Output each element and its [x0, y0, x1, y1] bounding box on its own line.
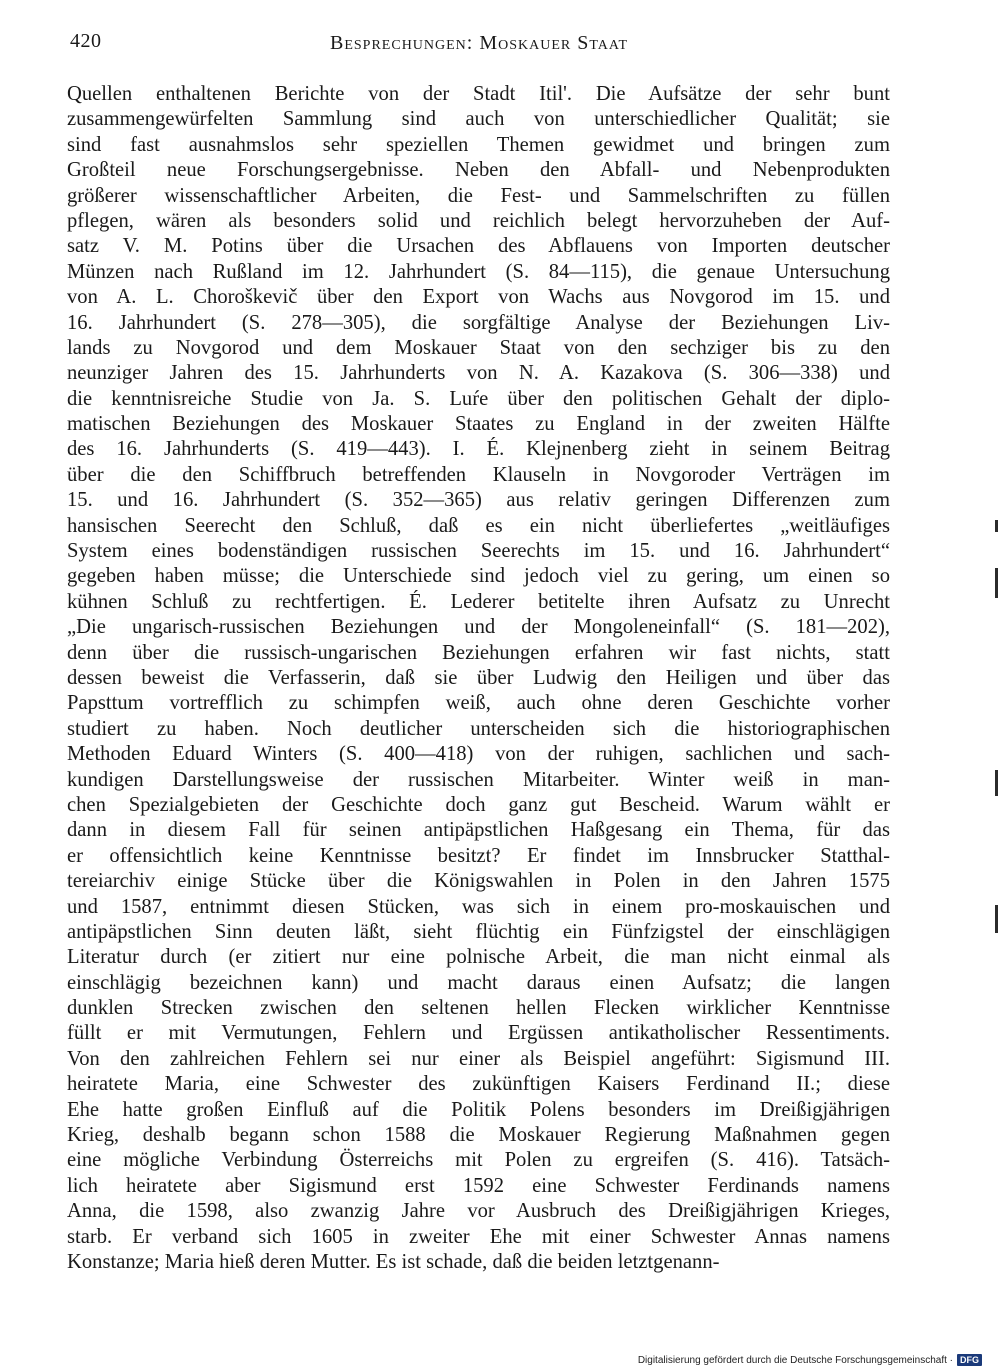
- text-line: füllt er mit Vermutungen, Fehlern und Ergüssen antikatholischer Ressentiments.: [67, 1022, 890, 1045]
- text-line: antipäpstlichen Sinn deuten läßt, sieht flüchtig ein Fünfzigstel der einschlägigen: [67, 920, 890, 943]
- text-line: Von den zahlreichen Fehlern sei nur einer als Beispiel angeführt: Sigismund III.: [67, 1047, 890, 1070]
- text-line: chen Spezialgebieten der Geschichte doch ganz gut Bescheid. Warum wählt er: [67, 793, 890, 816]
- text-line: studiert zu haben. Noch deutlicher unterscheiden sich die historiographischen: [67, 717, 890, 740]
- text-line: von A. L. Choroškevič über den Export von Wachs aus Novgorod im 15. und: [67, 286, 890, 309]
- dfg-logo: DFG: [957, 1354, 982, 1366]
- text-line: hansischen Seerecht den Schluß, daß es ein nicht überliefertes „weitläufiges: [67, 514, 890, 537]
- text-line: gegeben haben müsse; die Unterschiede sind jedoch viel zu gering, um einen so: [67, 565, 890, 588]
- text-line: Konstanze; Maria hieß deren Mutter. Es ist schade, daß die beiden letztgenann-: [67, 1250, 720, 1273]
- digitization-footer: [638, 1354, 982, 1366]
- text-line: kundigen Darstellungsweise der russischen Mitarbeiter. Winter weiß in man-: [67, 768, 890, 791]
- text-line: „Die ungarisch-russischen Beziehungen und der Mongoleneinfall“ (S. 181—202),: [67, 616, 890, 639]
- text-line: die kenntnisreiche Studie von Ja. S. Luŕe über den politischen Gehalt der diplo-: [67, 387, 890, 410]
- scan-edge-mark: [995, 905, 998, 933]
- text-line: 15. und 16. Jahrhundert (S. 352—365) aus relativ geringen Differenzen zum: [67, 489, 890, 512]
- text-line: tereiarchiv einige Stücke über die Königswahlen in Polen in den Jahren 1575: [67, 870, 890, 893]
- text-line: Methoden Eduard Winters (S. 400—418) von der ruhigen, sachlichen und sach-: [67, 743, 890, 766]
- scan-edge-mark: [995, 520, 998, 532]
- text-line: dessen beweist die Verfasserin, daß sie über Ludwig den Heiligen und über das: [67, 666, 890, 689]
- text-line: Großteil neue Forschungsergebnisse. Neben den Abfall- und Nebenprodukten: [67, 159, 890, 182]
- text-line: er offensichtlich keine Kenntnisse besitzt? Er findet im Innsbrucker Statthal-: [67, 844, 890, 867]
- text-line: des 16. Jahrhunderts (S. 419—443). I. É. Klejnenberg zieht in seinem Beitrag: [67, 438, 890, 461]
- body-text: [67, 82, 890, 1275]
- text-line: Anna, die 1598, also zwanzig Jahre vor Ausbruch des Dreißigjährigen Krieges,: [67, 1200, 890, 1223]
- text-line: und 1587, entnimmt diesen Stücken, was sich in einem pro-moskauischen und: [67, 895, 890, 918]
- text-line: Ehe hatte großen Einfluß auf die Politik Polens besonders im Dreißigjährigen: [67, 1098, 890, 1121]
- text-line: größerer wissenschaftlicher Arbeiten, die Fest- und Sammelschriften zu füllen: [67, 184, 890, 207]
- text-line: über die den Schiffbruch betreffenden Klauseln in Novgoroder Verträgen im: [67, 463, 890, 486]
- text-line: matischen Beziehungen des Moskauer Staates zu England in der zweiten Hälfte: [67, 413, 890, 436]
- text-line: starb. Er verband sich 1605 in zweiter Ehe mit einer Schwester Annas namens: [67, 1225, 890, 1248]
- text-line: sind fast ausnahmslos sehr speziellen Themen gewidmet und bringen zum: [67, 133, 890, 156]
- text-line: Münzen nach Rußland im 12. Jahrhundert (S. 84—115), die genaue Untersuchung: [67, 260, 890, 283]
- text-line: satz V. M. Potins über die Ursachen des Abflauens von Importen deutscher: [67, 235, 890, 258]
- text-line: heiratete Maria, eine Schwester des zukünftigen Kaisers Ferdinand II.; diese: [67, 1073, 890, 1096]
- text-line: kühnen Schluß zu rechtfertigen. É. Lederer betitelte ihren Aufsatz zu Unrecht: [67, 590, 890, 613]
- text-line: System eines bodenständigen russischen Seerechts im 15. und 16. Jahrhundert“: [67, 540, 890, 563]
- text-line: neunziger Jahren des 15. Jahrhunderts von N. A. Kazakova (S. 306—338) und: [67, 362, 890, 385]
- text-line: 16. Jahrhundert (S. 278—305), die sorgfältige Analyse der Beziehungen Liv-: [67, 311, 890, 334]
- text-line: eine mögliche Verbindung Österreichs mit Polen zu ergreifen (S. 416). Tatsäch-: [67, 1149, 890, 1172]
- text-line: dann in diesem Fall für seinen antipäpstlichen Haßgesang ein Thema, für das: [67, 819, 890, 842]
- text-line: dunklen Strecken zwischen den seltenen hellen Flecken wirklicher Kenntnisse: [67, 997, 890, 1020]
- text-line: pflegen, wären als besonders solid und reichlich belegt hervorzuheben der Auf-: [67, 209, 890, 232]
- text-line: zusammengewürfelten Sammlung sind auch von unterschiedlicher Qualität; sie: [67, 108, 890, 131]
- scan-edge-mark: [995, 770, 998, 796]
- page-number: 420: [70, 30, 102, 52]
- running-head: Besprechungen: Moskauer Staat: [330, 32, 629, 54]
- text-line: lands zu Novgorod und dem Moskauer Staat von den sechziger bis zu den: [67, 336, 890, 359]
- text-line: Quellen enthaltenen Berichte von der Stadt Itil'. Die Aufsätze der sehr bunt: [67, 83, 890, 105]
- text-line: Krieg, deshalb begann schon 1588 die Moskauer Regierung Maßnahmen gegen: [67, 1124, 890, 1147]
- text-line: Literatur durch (er zitiert nur eine polnische Arbeit, die man nicht einmal als: [67, 946, 890, 969]
- text-line: einschlägig bezeichnen kann) und macht daraus einen Aufsatz; die langen: [67, 971, 890, 994]
- text-line: lich heiratete aber Sigismund erst 1592 eine Schwester Ferdinands namens: [67, 1174, 890, 1197]
- digitization-credit: Digitalisierung gefördert durch die Deutsche Forschungsgemeinschaft ·: [637, 1354, 953, 1366]
- scan-edge-mark: [995, 568, 998, 598]
- text-line: Papsttum vortrefflich zu schimpfen weiß, auch ohne deren Geschichte vorher: [67, 692, 890, 715]
- text-line: denn über die russisch-ungarischen Beziehungen erfahren wir fast nichts, statt: [67, 641, 890, 664]
